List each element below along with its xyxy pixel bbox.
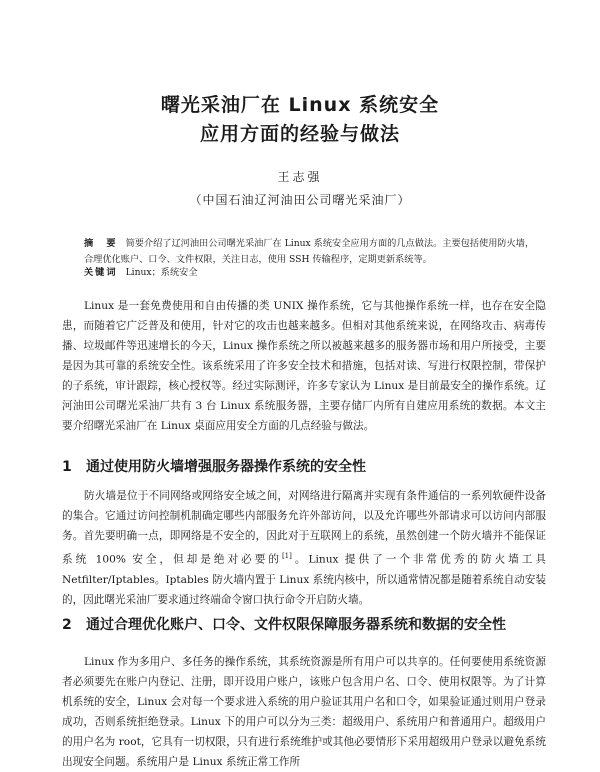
keywords: [84, 265, 536, 281]
intro-paragraph: Linux 是一套免费使用和自由传播的类 UNIX 操作系统，它与其他操作系统一样，也存在安全隐患，而随着它广泛普及和使用，针对它的攻击也越来越多。但相对其他系统来说，在网络攻击、病毒传播、垃圾邮件等迅速增长的今天，Linux 操作系统之所以被越来越多的服务器市场和用户所接受，主要是因为其可靠的系统安全性。该系统采用了许多安全技术和措施，包括对读、写进行权限控制，带保护的子系统，审计跟踪，核心授权等。经过实际测评，许多专家认为 Linux 是目前最安全的操作系统。辽河油田公司曙光采油厂共有 3 台 Linux 系统服务器，主要存储厂内所有自建应用系统的数据。本文主要介绍曙光采油厂在 Linux 桌面应用安全方面的几点经验与做法。: [62, 300, 546, 432]
section-2-heading: [62, 614, 562, 634]
section-1-body-post: 。Linux 提供了一个非常优秀的防火墙工具 Netfilter/Iptables。Iptables 防火墙内置于 Linux 系统内核中，所以通常情况都是随着系统自动安装的，因此曙光采油厂要求通过终端命令窗口执行命令开启防火墙。: [62, 553, 546, 606]
section-2-number: 2: [62, 617, 72, 633]
abstract-text: 简要介绍了辽河油田公司曙光采油厂在 Linux 系统安全应用方面的几点做法。主要包括使用防火墙，合理优化账户、口令、文件权限，关注日志，使用 SSH 传输程序，定期更新系统等。: [84, 238, 535, 265]
section-1-paragraph: [62, 486, 546, 610]
section-1-title: 通过使用防火墙增强服务器操作系统的安全性: [86, 459, 366, 475]
section-1-body-pre: 防火墙是位于不同网络或网络安全域之间，对网络进行隔离并实现有条件通信的一系列软硬件设备的集合。它通过访问控制机制确定哪些内部服务允许外部访问，以及允许哪些外部请求可以访问内部服务。首先要明确一点，即网络是不安全的，因此对于互联网上的系统，虽然创建一个防火墙并不能保证系统 100% 安全，但却是绝对必要的: [62, 490, 546, 566]
section-1-heading: [62, 456, 562, 476]
abstract-label: 摘 要: [84, 238, 118, 249]
citation-ref: [1]: [281, 552, 292, 560]
abstract: [84, 236, 536, 268]
section-2-title: 通过合理优化账户、口令、文件权限保障服务器系统和数据的安全性: [86, 617, 506, 633]
paper-title-line1: 曙光采油厂在 Linux 系统安全: [160, 94, 440, 116]
paper-title-line2: 应用方面的经验与做法: [199, 123, 400, 145]
section-2-paragraph: Linux 作为多用户、多任务的操作系统，其系统资源是所有用户可以共享的。任何要使用系统资源者必须要先在账户内登记、注册，即开设用户账户，该账户包含用户名、口令、使用权限等。为了计算机系统的安全，Linux 会对每一个要求进入系统的用户验证其用户名和口令，如果验证通过则用户登录成功，否则系统拒绝登录。Linux 下的用户可以分为三类：超级用户、系统用户和普通用户。超级用户的用户名为 root，它具有一切权限，只有进行系统维护或其他必要情形下采用超级用户登录以避免系统出现安全问题。系统用户是 Linux 系统正常工作所: [62, 656, 546, 768]
section-1-number: 1: [62, 459, 72, 475]
keywords-text: Linux；系统安全: [125, 267, 198, 278]
author-name: 王志强: [277, 170, 323, 184]
keywords-label: 关键词: [84, 267, 118, 278]
author-affiliation: （中国石油辽河油田公司曙光采油厂）: [189, 193, 411, 207]
